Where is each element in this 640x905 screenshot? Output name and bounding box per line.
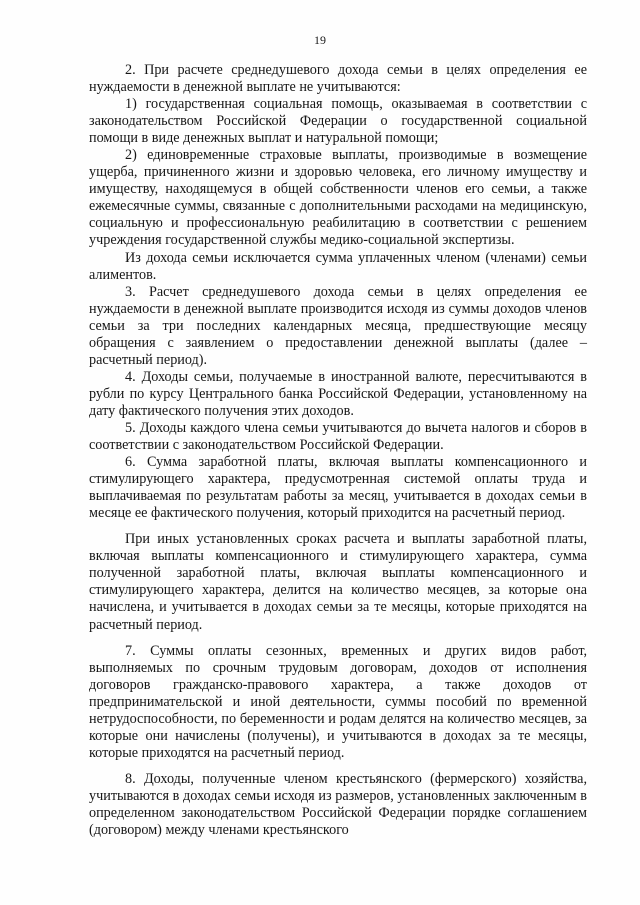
paragraph-item-8: 8. Доходы, полученные членом крестьянского (фермерского) хозяйства, учитываются в доходах семьи исходя из размеров, установленных заключенным в определенном законодательством Российской Федерации порядке соглашением (договором) между членами крестьянского (89, 770, 587, 839)
paragraph-subitem-1: 1) государственная социальная помощь, оказываемая в соответствии с законодательством Российской Федерации о государственной социальной помощи в виде денежных выплат и натуральной помощи; (89, 96, 587, 147)
paragraph-alimony-exclusion: Из дохода семьи исключается сумма уплаченных членом (членами) семьи алиментов. (89, 249, 587, 283)
paragraph-item-7: 7. Суммы оплаты сезонных, временных и других видов работ, выполняемых по срочным трудовым договорам, доходов от исполнения договоров гражданско-правового характера, а также доходов от предпринимательской и иной деятельности, суммы пособий по временной нетрудоспособности, по беременности и родам делятся на количество месяцев, за которые они начислены (получены), и учитываются в доходах за те месяцы, которые приходятся на расчетный период. (89, 642, 587, 761)
paragraph-item-2-intro: 2. При расчете среднедушевого дохода семьи в целях определения ее нуждаемости в денежной выплате не учитываются: (89, 62, 587, 96)
paragraph-item-6: 6. Сумма заработной платы, включая выплаты компенсационного и стимулирующего характера, предусмотренная системой оплаты труда и выплачиваемая по результатам работы за месяц, учитывается в доходах семьи в месяце ее фактического получения, который приходится на расчетный период. (89, 454, 587, 522)
paragraph-item-3: 3. Расчет среднедушевого дохода семьи в целях определения ее нуждаемости в денежной выплате производится исходя из суммы доходов членов семьи за три последних календарных месяца, предшествующие месяцу обращения с заявлением о предоставлении денежной выплаты (далее – расчетный период). (89, 283, 587, 368)
paragraph-subitem-2: 2) единовременные страховые выплаты, производимые в возмещение ущерба, причиненного жизни и здоровью человека, его личному имуществу и имуществу, находящемуся в общей собственности членов его семьи, а также ежемесячные суммы, связанные с дополнительными расходами на медицинскую, социальную и профессиональную реабилитацию в соответствии с решением учреждения государственной службы медико-социальной экспертизы. (89, 147, 587, 249)
page-number: 19 (314, 33, 326, 47)
document-body (89, 62, 587, 839)
paragraph-item-5: 5. Доходы каждого члена семьи учитываются до вычета налогов и сборов в соответствии с законодательством Российской Федерации. (89, 419, 587, 454)
paragraph-item-4: 4. Доходы семьи, получаемые в иностранной валюте, пересчитываются в рубли по курсу Центрального банка Российской Федерации, установленному на дату фактического получения этих доходов. (89, 368, 587, 419)
paragraph-item-6-continued: При иных установленных сроках расчета и выплаты заработной платы, включая выплаты компенсационного и стимулирующего характера, сумма полученной заработной платы, включая выплаты компенсационного и стимулирующего характера, делится на количество месяцев, за которые она начислена, и учитывается в доходах семьи за те месяцы, которые приходятся на расчетный период. (89, 531, 587, 633)
